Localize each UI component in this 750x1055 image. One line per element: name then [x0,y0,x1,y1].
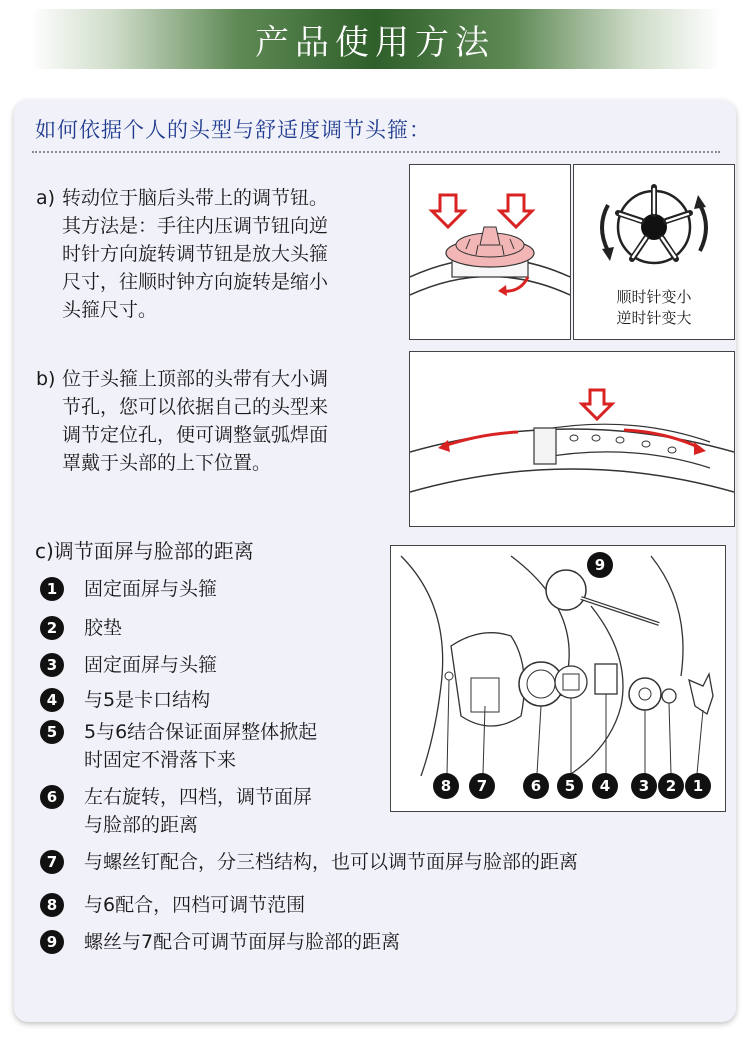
list-item [40,928,400,956]
section-b-label: b) [36,368,56,390]
counterclockwise-caption: 逆时针变大 [616,309,692,327]
number-badge: 8 [40,893,64,917]
section-a-line-2: 其方法是：手往内压调节钮向逆 [62,215,329,237]
list-item [40,783,312,839]
list-item-text: 与螺丝钉配合，分三档结构，也可以调节面屏与脸部的距离 [84,851,579,873]
diagram-badge-5: 5 [557,773,583,799]
section-a-line-4: 尺寸，往顺时钟方向旋转是缩小 [62,271,329,293]
list-item-text: 5与6结合保证面屏整体掀起 [84,721,318,743]
knob-press-illustration [410,165,570,339]
section-a-line-5: 头箍尺寸。 [62,299,158,321]
list-item-text: 与脸部的距离 [84,814,199,836]
number-badge: 4 [40,688,64,712]
exploded-parts-figure [390,545,726,812]
banner-title: 产品使用方法 [255,22,495,63]
headband-strap-figure [409,351,735,527]
section-a-label: a) [36,187,56,209]
section-a-line-1: 转动位于脑后头带上的调节钮。 [62,187,329,209]
number-badge: 1 [40,577,64,601]
section-b-line-4: 罩戴于头部的上下位置。 [62,452,272,474]
section-a-line-3: 时针方向旋转调节钮是放大头箍 [62,243,329,265]
diagram-badge-6: 6 [523,773,549,799]
list-item [40,651,217,679]
number-badge: 7 [40,850,64,874]
section-b-line-3: 调节定位孔，便可调整氩弧焊面 [62,424,329,446]
diagram-badge-8: 8 [433,773,459,799]
list-item [40,718,317,774]
list-item [40,686,210,714]
number-badge: 2 [40,616,64,640]
section-b-line-2: 节孔，您可以依据自己的头型来 [62,396,329,418]
diagram-badge-4: 4 [592,773,618,799]
section-heading: 如何依据个人的头型与舒适度调节头箍： [35,118,431,142]
dotted-divider [32,151,720,153]
section-a-text [36,184,328,324]
headband-strap-illustration [410,352,734,526]
section-b-text [36,365,328,477]
section-b-line-1: 位于头箍上顶部的头带有大小调 [62,368,329,390]
section-c-heading: c)调节面屏与脸部的距离 [35,539,254,563]
list-item-text: 左右旋转，四档，调节面屏 [84,786,313,808]
list-item-text: 固定面屏与头箍 [84,578,218,600]
list-item [40,848,578,876]
clockwise-caption: 顺时针变小 [616,288,692,306]
list-item-text: 胶垫 [84,617,123,639]
list-item-text: 与5是卡口结构 [84,689,211,711]
knob-rotation-illustration [574,165,734,285]
diagram-badge-9: 9 [587,552,613,578]
list-item [40,575,217,603]
number-badge: 6 [40,785,64,809]
knob-rotation-figure [573,164,735,340]
diagram-badge-3: 3 [631,773,657,799]
diagram-badge-1: 1 [685,773,711,799]
diagram-badge-2: 2 [658,773,684,799]
list-item [40,614,122,642]
number-badge: 3 [40,653,64,677]
knob-press-figure [409,164,571,340]
list-item-text: 螺丝与7配合可调节面屏与脸部的距离 [84,931,401,953]
list-item-text: 时固定不滑落下来 [84,749,237,771]
title-banner [30,9,720,69]
list-item-text: 固定面屏与头箍 [84,654,218,676]
list-item [40,891,305,919]
number-badge: 5 [40,720,64,744]
diagram-badge-7: 7 [469,773,495,799]
exploded-parts-illustration [391,546,725,811]
number-badge: 9 [40,930,64,954]
list-item-text: 与6配合，四档可调节范围 [84,894,306,916]
